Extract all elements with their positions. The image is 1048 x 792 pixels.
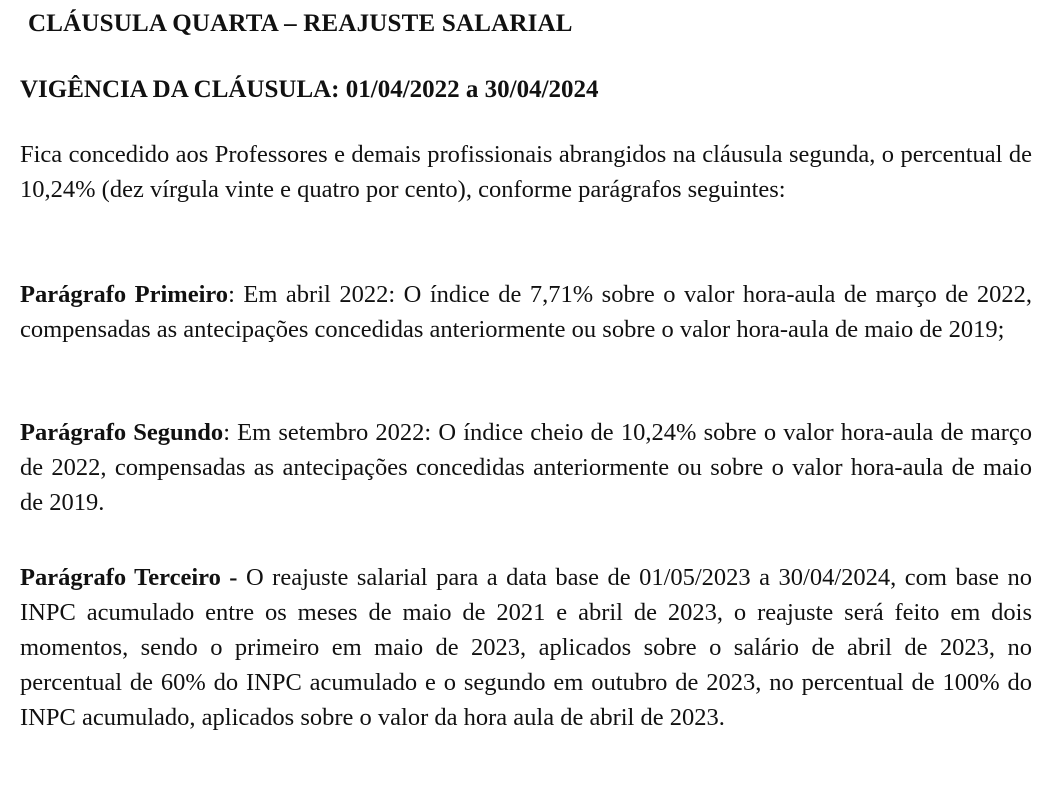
- paragraph-second-text: Em setembro 2022: O índice cheio de 10,24% sobre o valor hora-aula de março de 2022, compensadas as antecipações concedidas anteriormente ou sobre o valor hora-aula de maio de 2019.: [20, 419, 1032, 516]
- clause-title: CLÁUSULA QUARTA – REAJUSTE SALARIAL: [28, 10, 573, 37]
- paragraph-first: [20, 277, 1032, 347]
- paragraph-third: [20, 560, 1032, 735]
- paragraph-first-text: Em abril 2022: O índice de 7,71% sobre o valor hora-aula de março de 2022, compensadas as antecipações concedidas anteriormente ou sobre o valor hora-aula de maio de 2019;: [20, 281, 1032, 343]
- paragraph-second-lead: Parágrafo Segundo: [20, 419, 224, 446]
- paragraph-third-lead: Parágrafo Terceiro -: [20, 564, 238, 591]
- paragraph-second-separator: :: [223, 419, 230, 446]
- paragraph-third-text: O reajuste salarial para a data base de 01/05/2023 a 30/04/2024, com base no INPC acumulado entre os meses de maio de 2021 e abril de 2023, o reajuste será feito em dois momentos, sendo o primeiro em maio de 2023, aplicados sobre o salário de abril de 2023, no percentual de 60% do INPC acumulado e o segundo em outubro de 2023, no percentual de 100% do INPC acumulado, aplicados sobre o valor da hora aula de abril de 2023.: [20, 564, 1033, 731]
- paragraph-second: [20, 415, 1032, 520]
- intro-paragraph: Fica concedido aos Professores e demais profissionais abrangidos na cláusula segunda, o percentual de 10,24% (dez vírgula vinte e quatro por cento), conforme parágrafos seguintes:: [20, 141, 1032, 203]
- paragraph-first-separator: :: [228, 281, 235, 308]
- paragraph-first-lead: Parágrafo Primeiro: [20, 281, 229, 308]
- clause-validity: VIGÊNCIA DA CLÁUSULA: 01/04/2022 a 30/04/2024: [20, 76, 599, 103]
